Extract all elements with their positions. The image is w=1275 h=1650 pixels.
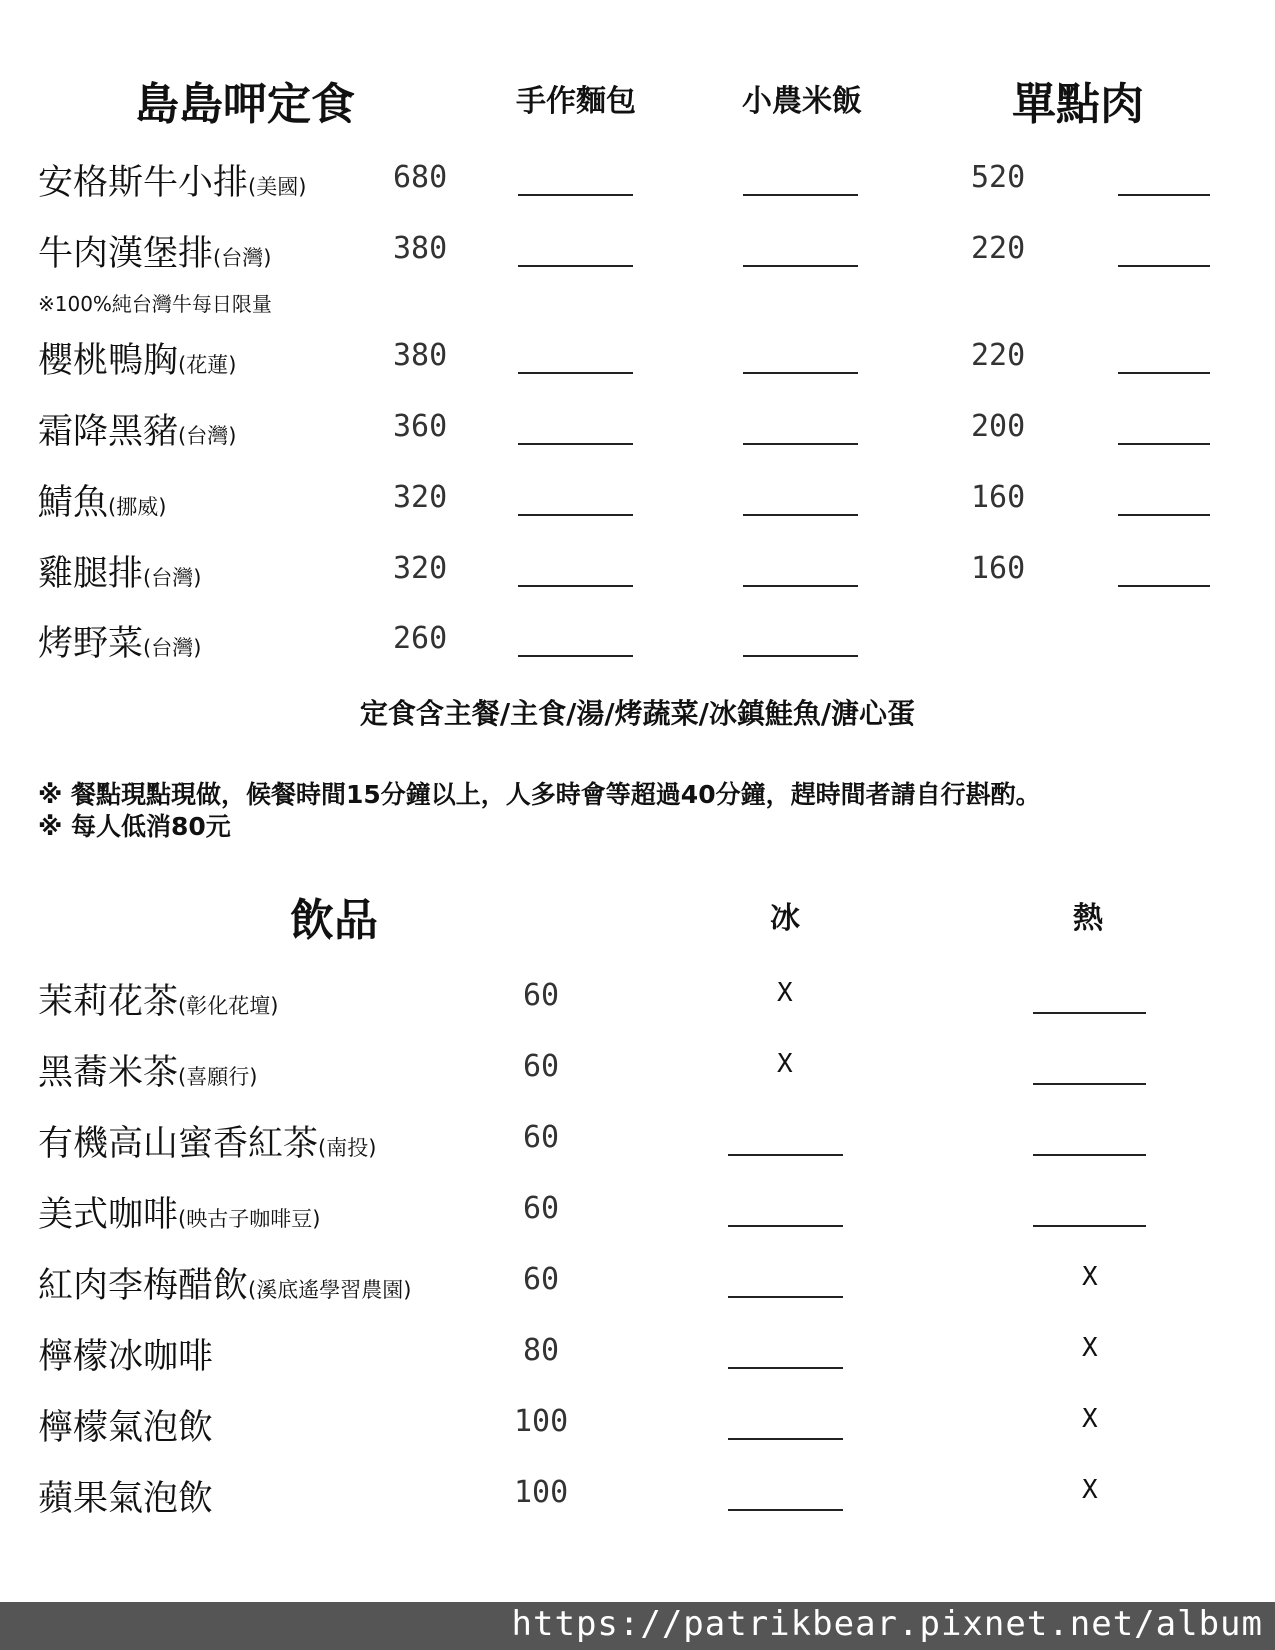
drink-name: 黑蕎米茶 — [38, 1053, 179, 1093]
drink-price: 60 — [523, 1191, 560, 1226]
hot-unavailable-mark: X — [1082, 1475, 1098, 1505]
hot-blank — [1033, 1154, 1146, 1156]
single-price: 160 — [971, 551, 1026, 586]
dish-origin: (美國) — [248, 175, 307, 199]
ice-blank — [728, 1296, 843, 1298]
bread-blank — [518, 265, 633, 267]
rice-blank — [743, 655, 858, 657]
dish-name: 安格斯牛小排 — [38, 163, 249, 203]
ice-blank — [728, 1509, 843, 1511]
hot-blank — [1033, 1012, 1146, 1014]
hot-column-header: 熱 — [1073, 901, 1103, 936]
drink-name: 檸檬氣泡飲 — [38, 1408, 214, 1448]
bread-blank — [518, 655, 633, 657]
dish-name: 雞腿排 — [38, 554, 144, 594]
dish-origin: (台灣) — [213, 246, 272, 270]
set-price: 360 — [393, 409, 448, 444]
drink-price: 60 — [523, 978, 560, 1013]
set-price: 380 — [393, 338, 448, 373]
set-price: 680 — [393, 160, 448, 195]
single-blank — [1118, 443, 1210, 445]
ice-unavailable-mark: X — [777, 1049, 793, 1079]
drink-price: 60 — [523, 1049, 560, 1084]
notice-wait-time: ※ 餐點現點現做，候餐時間15分鐘以上，人多時會等超過40分鐘，趕時間者請自行斟酌。 — [38, 780, 1041, 809]
drink-origin: (彰化花壇) — [178, 994, 279, 1018]
watermark-url: https://patrikbear.pixnet.net/album — [511, 1604, 1263, 1644]
set-meal-title: 島島呷定食 — [135, 79, 355, 130]
set-meal-includes: 定食含主餐/主食/湯/烤蔬菜/冰鎮鮭魚/溏心蛋 — [359, 697, 916, 730]
bread-blank — [518, 443, 633, 445]
single-blank — [1118, 514, 1210, 516]
drink-origin: (映古子咖啡豆) — [178, 1207, 321, 1231]
rice-blank — [743, 514, 858, 516]
single-price: 520 — [971, 160, 1026, 195]
single-price: 160 — [971, 480, 1026, 515]
bread-blank — [518, 514, 633, 516]
ice-blank — [728, 1367, 843, 1369]
hot-unavailable-mark: X — [1082, 1262, 1098, 1292]
set-price: 380 — [393, 231, 448, 266]
dish-name: 烤野菜 — [38, 624, 144, 664]
bread-blank — [518, 585, 633, 587]
rice-blank — [743, 443, 858, 445]
watermark-bar — [0, 1602, 1275, 1650]
single-blank — [1118, 194, 1210, 196]
drink-name: 紅肉李梅醋飲 — [38, 1266, 249, 1306]
hot-unavailable-mark: X — [1082, 1333, 1098, 1363]
drink-name: 有機高山蜜香紅茶 — [38, 1124, 319, 1164]
single-blank — [1118, 372, 1210, 374]
rice-blank — [743, 372, 858, 374]
hot-blank — [1033, 1083, 1146, 1085]
dish-origin: (花蓮) — [178, 353, 237, 377]
notice-min-charge: ※ 每人低消80元 — [38, 812, 231, 841]
ice-unavailable-mark: X — [777, 978, 793, 1008]
dish-name: 櫻桃鴨胸 — [38, 341, 179, 381]
rice-blank — [743, 585, 858, 587]
dish-origin: (台灣) — [143, 566, 202, 590]
single-price: 200 — [971, 409, 1026, 444]
single-blank — [1118, 585, 1210, 587]
set-price: 320 — [393, 480, 448, 515]
drink-price: 60 — [523, 1262, 560, 1297]
dish-name: 鯖魚 — [38, 483, 109, 523]
set-price: 260 — [393, 621, 448, 656]
drink-origin: (喜願行) — [178, 1065, 258, 1089]
drink-name: 檸檬冰咖啡 — [38, 1337, 214, 1377]
rice-column-header: 小農米飯 — [742, 84, 862, 119]
single-price: 220 — [971, 338, 1026, 373]
dish-name: 霜降黑豬 — [38, 412, 179, 452]
set-price: 320 — [393, 551, 448, 586]
hot-unavailable-mark: X — [1082, 1404, 1098, 1434]
drink-price: 100 — [514, 1404, 569, 1439]
drink-name: 蘋果氣泡飲 — [38, 1479, 214, 1519]
dish-origin: (台灣) — [178, 424, 237, 448]
rice-blank — [743, 194, 858, 196]
bread-blank — [518, 372, 633, 374]
drink-price: 100 — [514, 1475, 569, 1510]
ice-blank — [728, 1154, 843, 1156]
drink-price: 80 — [523, 1333, 560, 1368]
ice-column-header: 冰 — [770, 901, 800, 936]
dish-origin: (挪威) — [108, 495, 167, 519]
ice-blank — [728, 1438, 843, 1440]
ice-blank — [728, 1225, 843, 1227]
drink-name: 茉莉花茶 — [38, 982, 179, 1022]
bread-blank — [518, 194, 633, 196]
drink-price: 60 — [523, 1120, 560, 1155]
drink-origin: (南投) — [318, 1136, 377, 1160]
bread-column-header: 手作麵包 — [516, 84, 636, 119]
beef-limit-note: ※100%純台灣牛每日限量 — [38, 292, 272, 316]
drink-name: 美式咖啡 — [38, 1195, 179, 1235]
rice-blank — [743, 265, 858, 267]
drinks-title: 飲品 — [290, 895, 378, 946]
drink-origin: (溪底遙學習農園) — [248, 1278, 412, 1302]
hot-blank — [1033, 1225, 1146, 1227]
single-meat-column-header: 單點肉 — [1012, 79, 1144, 130]
single-price: 220 — [971, 231, 1026, 266]
single-blank — [1118, 265, 1210, 267]
dish-origin: (台灣) — [143, 636, 202, 660]
dish-name: 牛肉漢堡排 — [38, 234, 214, 274]
